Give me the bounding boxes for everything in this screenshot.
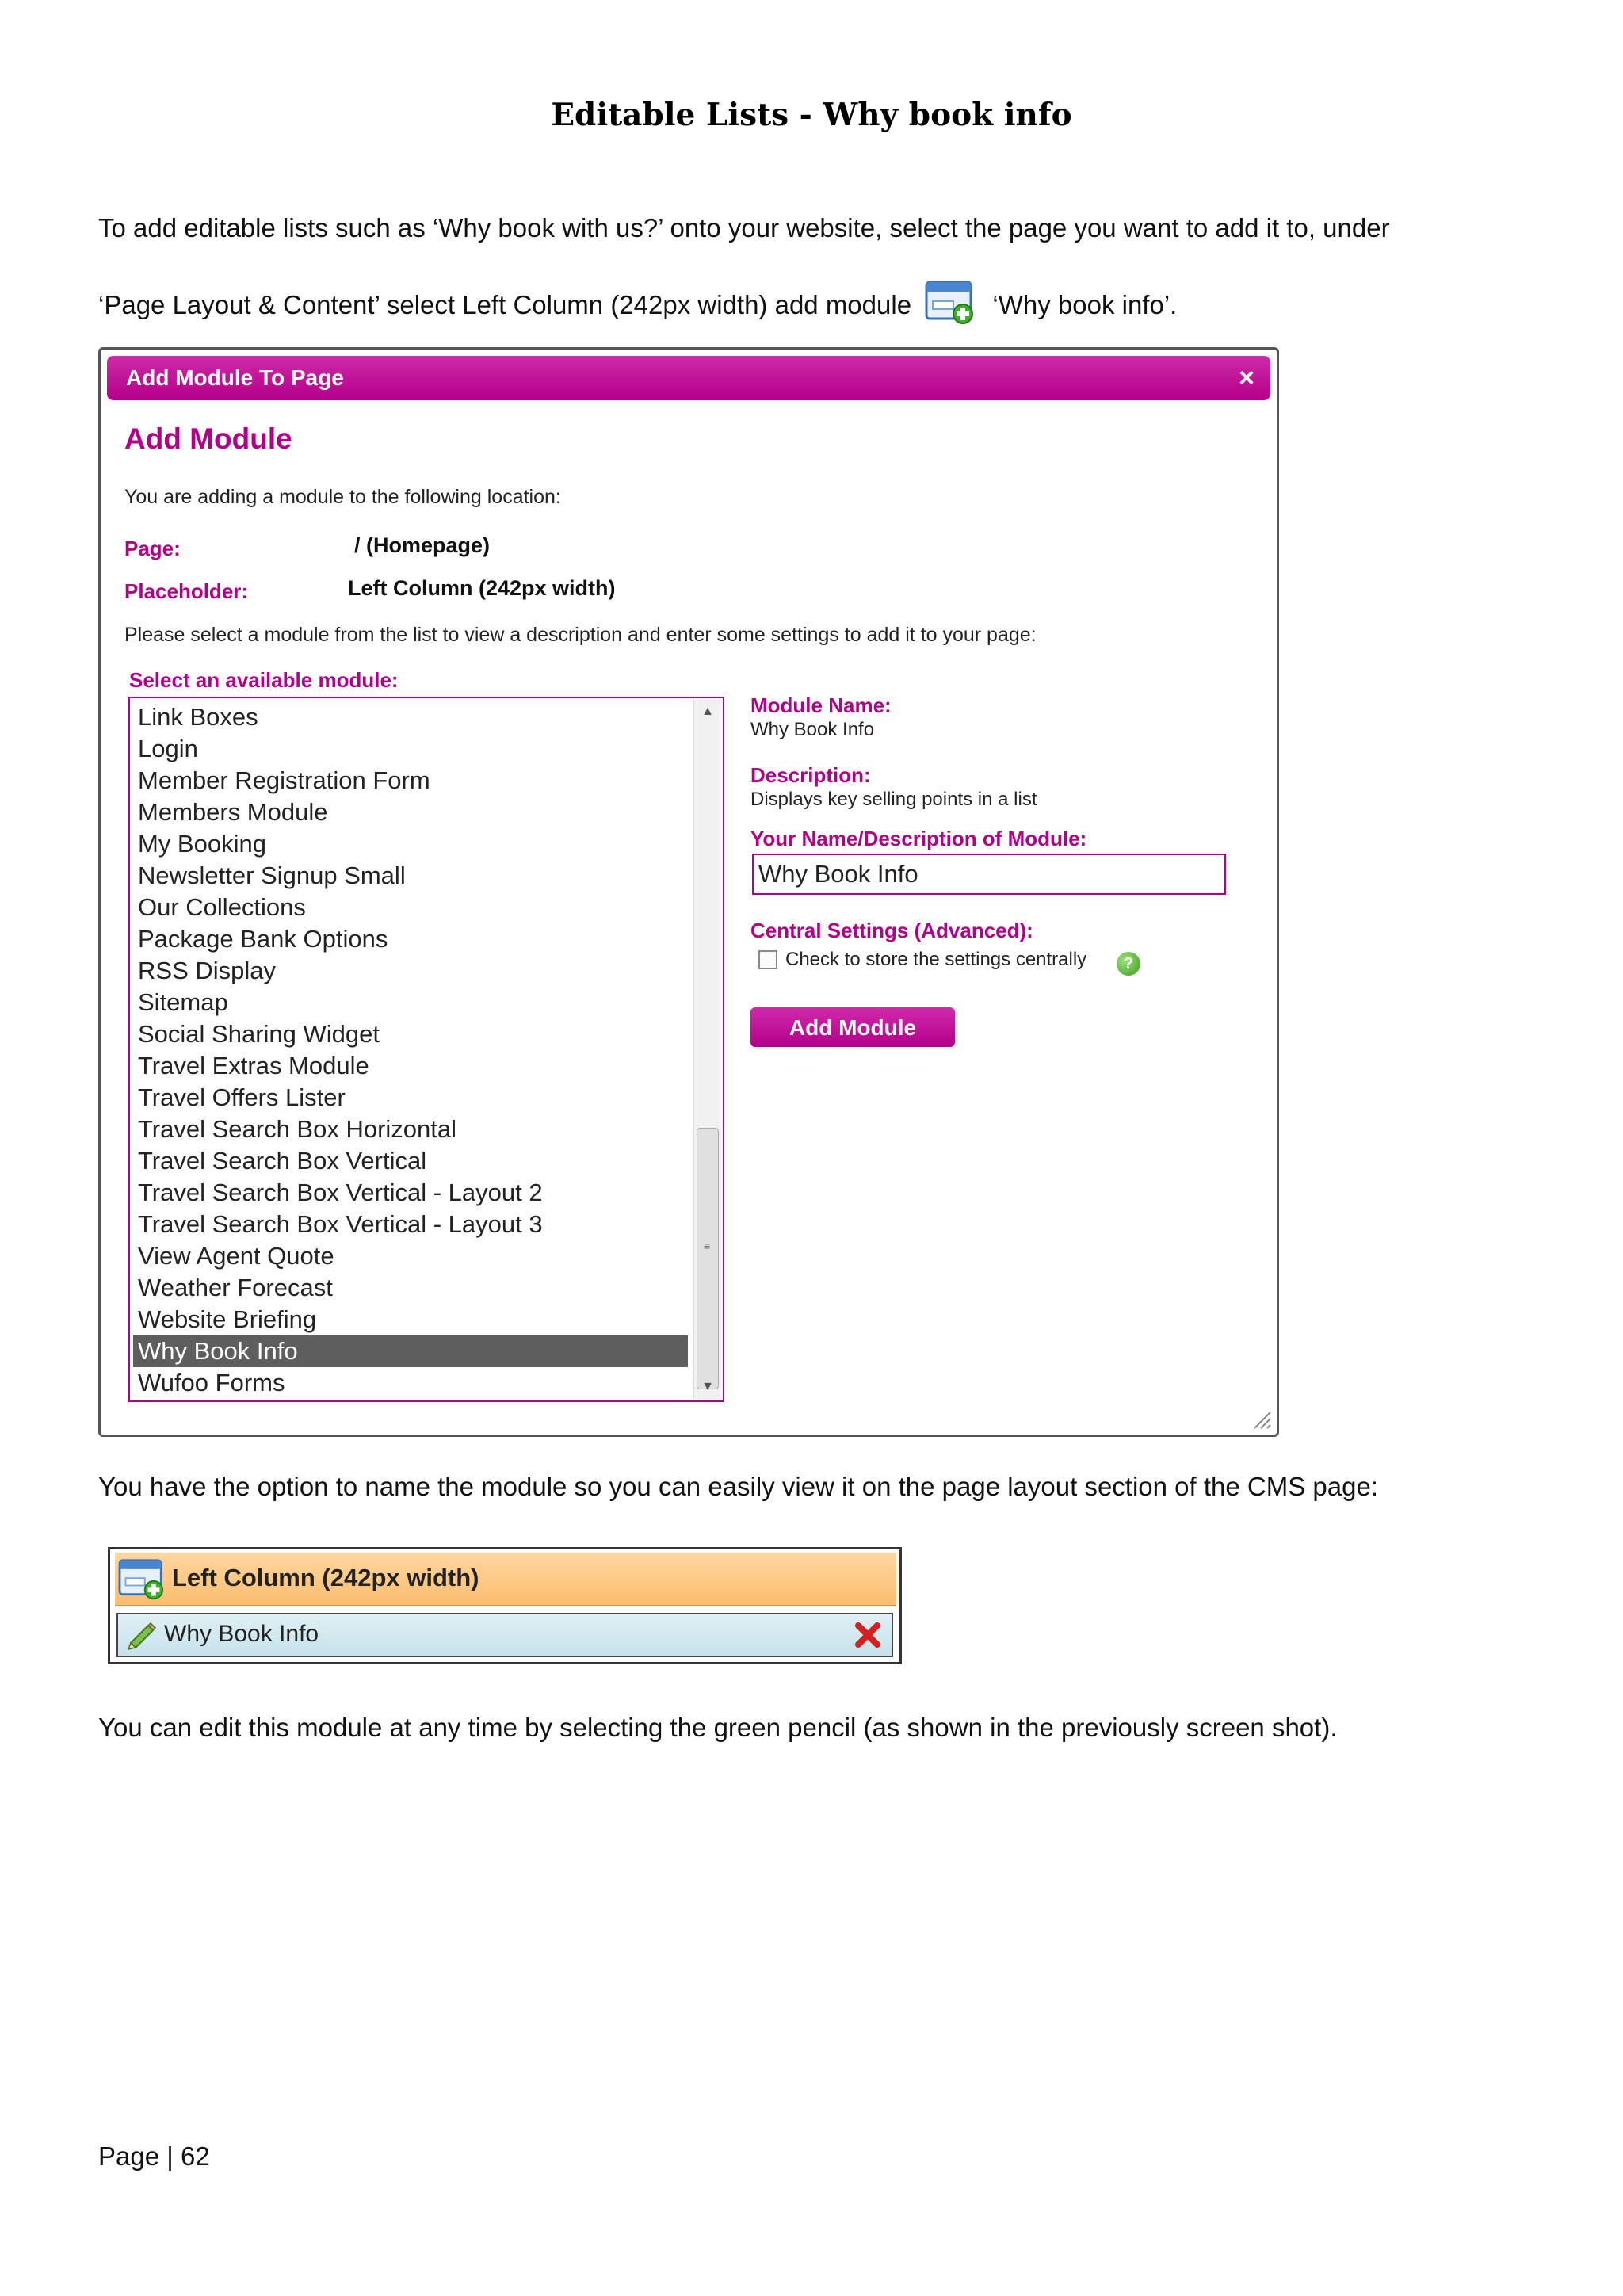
resize-grip-icon[interactable]	[1251, 1409, 1272, 1430]
module-list-item[interactable]: Sitemap	[138, 988, 228, 1016]
module-list-item[interactable]: Travel Search Box Vertical	[138, 1147, 427, 1175]
module-list-item[interactable]: Member Registration Form	[138, 766, 430, 794]
module-list-item[interactable]: Weather Forecast	[138, 1274, 333, 1301]
add-module-dialog	[98, 347, 1279, 1437]
description-value: Displays key selling points in a list	[750, 789, 1037, 810]
module-list-item[interactable]: Wufoo Forms	[138, 1369, 285, 1396]
page-value: / (Homepage)	[354, 533, 491, 557]
module-list-item[interactable]: Website Briefing	[138, 1305, 317, 1333]
left-column-widget	[108, 1547, 902, 1664]
page-footer: Page | 62	[98, 2141, 210, 2171]
add-module-button[interactable]: Add Module	[750, 1007, 955, 1047]
module-list-item[interactable]: Link Boxes	[138, 703, 258, 731]
module-row-why-book-info	[116, 1613, 893, 1657]
module-list-item[interactable]: View Agent Quote	[138, 1242, 334, 1270]
description-label: Description:	[750, 763, 871, 787]
page-label: Page:	[124, 537, 181, 560]
intro-line-1: To add editable lists such as ‘Why book with us?’ onto your website, select the page you want to add it to, under	[98, 213, 1390, 243]
module-name-input[interactable]	[752, 854, 1226, 895]
module-list-item[interactable]: Travel Search Box Vertical - Layout 3	[138, 1210, 543, 1238]
placeholder-value: Left Column (242px width)	[348, 576, 616, 600]
add-module-icon[interactable]	[118, 1557, 166, 1606]
module-list-item[interactable]: Travel Search Box Vertical - Layout 2	[138, 1179, 543, 1206]
dialog-titlebar[interactable]	[107, 356, 1270, 400]
dialog-title: Add Module To Page	[126, 365, 344, 390]
module-list-item[interactable]: My Booking	[138, 830, 266, 858]
location-text: You are adding a module to the following location:	[124, 486, 561, 508]
module-name-value: Why Book Info	[750, 719, 875, 740]
module-list-item[interactable]: Members Module	[138, 798, 328, 826]
paragraph-naming: You have the option to name the module so you can easily view it on the page layout section of the CMS page:	[98, 1472, 1378, 1501]
instructions-text: Please select a module from the list to view a description and enter some settings to add it to your page:	[124, 624, 1037, 646]
left-column-header	[115, 1553, 896, 1606]
intro-line-2-after: ‘Why book info’.	[992, 290, 1178, 319]
module-list-item[interactable]: RSS Display	[138, 957, 276, 984]
module-list-item[interactable]: Newsletter Signup Small	[138, 861, 406, 889]
add-module-heading: Add Module	[124, 422, 292, 455]
module-list-item[interactable]: Why Book Info	[133, 1335, 688, 1367]
module-list	[133, 701, 688, 1399]
module-list-item[interactable]: Package Bank Options	[138, 925, 388, 953]
document-title: Editable Lists - Why book info	[551, 97, 1072, 133]
scroll-down-arrow-icon[interactable]: ▼	[701, 1380, 714, 1393]
module-list-item[interactable]: Travel Search Box Horizontal	[138, 1115, 457, 1143]
scroll-up-arrow-icon[interactable]: ▲	[701, 705, 714, 718]
green-pencil-icon[interactable]	[126, 1619, 158, 1655]
central-settings-text: Check to store the settings centrally	[785, 949, 1087, 970]
module-list-item[interactable]: Travel Extras Module	[138, 1052, 369, 1079]
module-list-item[interactable]: Login	[138, 735, 198, 762]
central-settings-checkbox[interactable]	[758, 950, 777, 969]
module-listbox[interactable]	[128, 697, 724, 1402]
your-name-label: Your Name/Description of Module:	[750, 827, 1087, 850]
module-list-item[interactable]: Our Collections	[138, 893, 306, 921]
intro-line-2	[98, 279, 1177, 327]
module-list-item[interactable]: Travel Offers Lister	[138, 1083, 346, 1111]
close-icon[interactable]: ×	[1239, 363, 1254, 393]
module-row-label: Why Book Info	[164, 1621, 319, 1647]
add-module-icon	[925, 279, 976, 327]
central-settings-label: Central Settings (Advanced):	[750, 919, 1033, 942]
module-name-label: Module Name:	[750, 693, 892, 717]
listbox-scrollbar[interactable]	[693, 700, 721, 1399]
scroll-grip-icon: ≡	[704, 1240, 711, 1252]
paragraph-edit: You can edit this module at any time by selecting the green pencil (as shown in the previously screen shot).	[98, 1713, 1338, 1742]
scroll-thumb[interactable]	[697, 1128, 719, 1389]
module-list-item[interactable]: Social Sharing Widget	[138, 1020, 380, 1048]
placeholder-label: Placeholder:	[124, 579, 249, 603]
left-column-title: Left Column (242px width)	[172, 1564, 479, 1591]
delete-icon[interactable]	[852, 1619, 884, 1655]
help-icon[interactable]: ?	[1117, 952, 1140, 976]
intro-line-2-before: ‘Page Layout & Content’ select Left Column (242px width) add module	[98, 290, 912, 319]
select-module-label: Select an available module:	[129, 668, 399, 692]
